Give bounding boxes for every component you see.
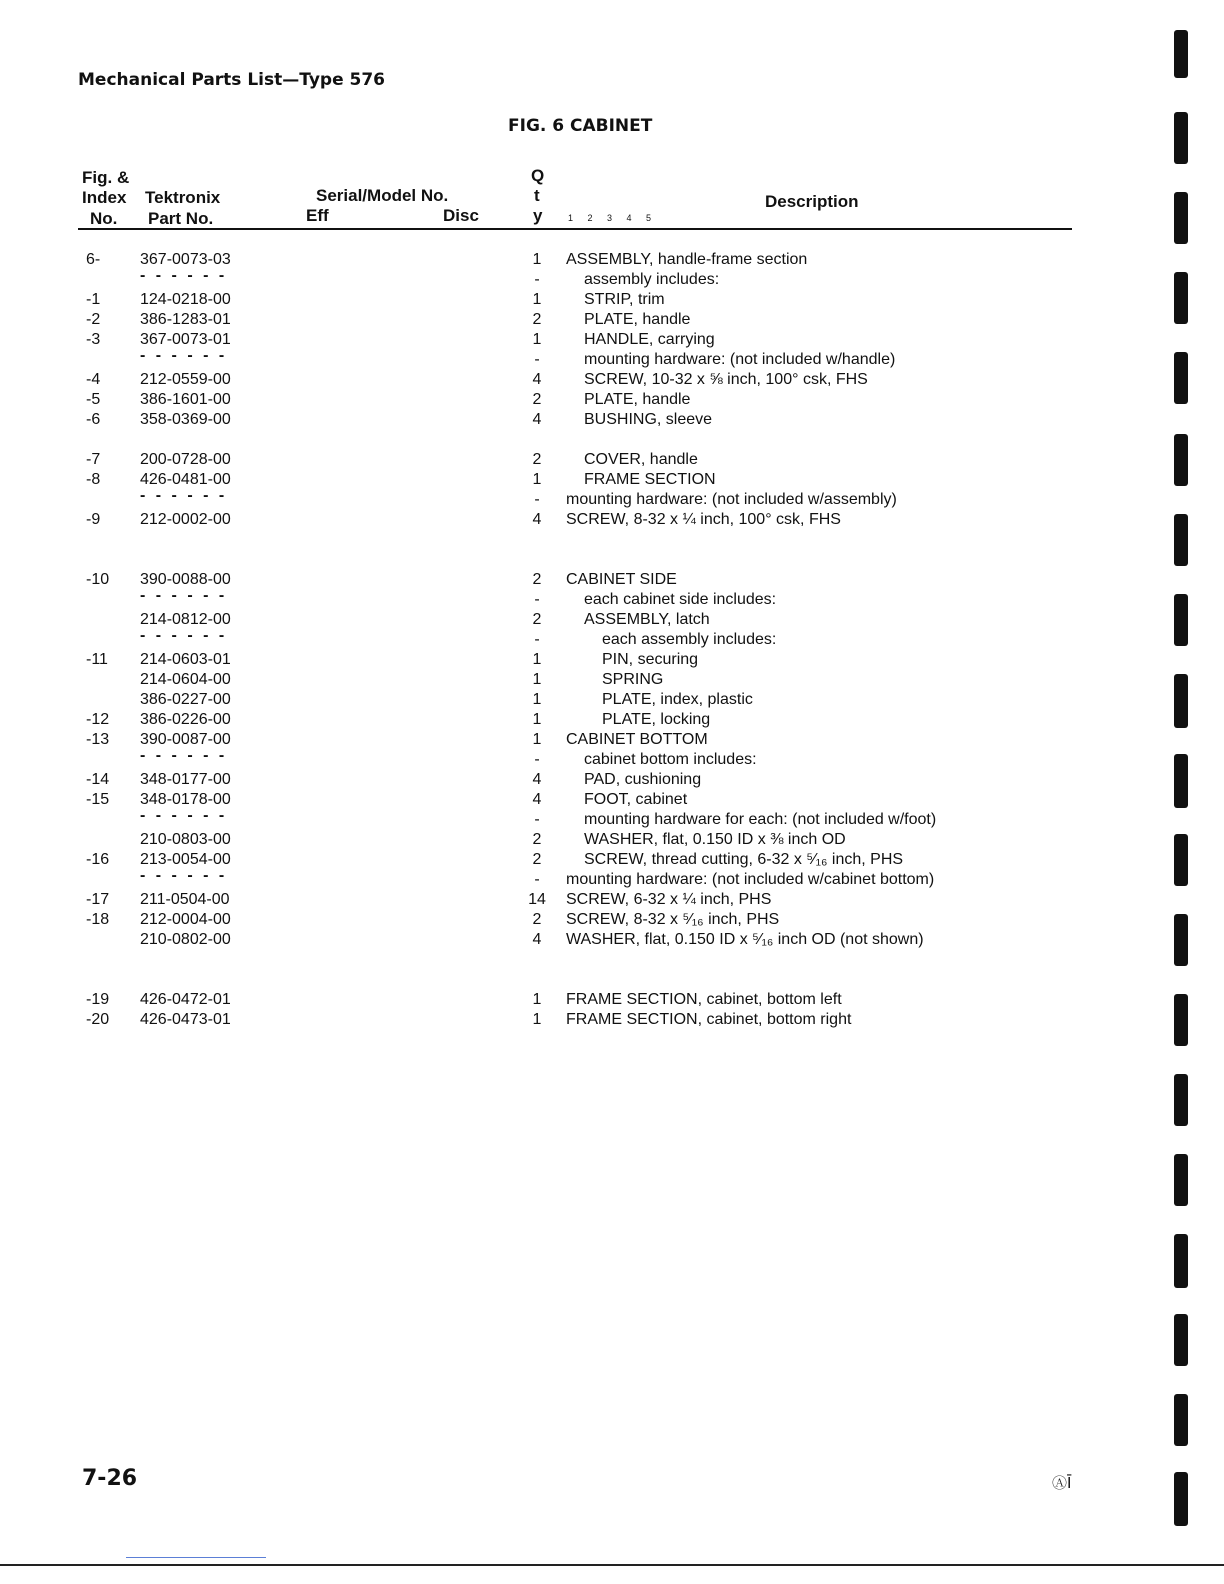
row-description: PLATE, handle [584,311,691,328]
table-row [0,510,1224,530]
col-qty-q: Q [531,166,545,185]
row-index: -2 [86,311,101,328]
row-quantity: 1 [532,331,542,348]
row-quantity: - [534,591,540,608]
row-description: CABINET SIDE [566,571,677,588]
row-part-number: - - - - - - [140,627,228,644]
binding-mark [1174,1234,1188,1288]
row-description: ASSEMBLY, handle-frame section [566,251,808,268]
row-quantity: - [534,871,540,888]
row-description: FRAME SECTION [584,471,716,488]
table-row [0,670,1224,690]
row-quantity: 1 [532,651,542,668]
binding-mark [1174,754,1188,808]
row-quantity: 4 [532,371,542,388]
row-index: -6 [86,411,101,428]
row-part-number: 213-0054-00 [140,851,231,868]
row-index: -12 [86,711,110,728]
row-part-number: 200-0728-00 [140,451,231,468]
row-index: -4 [86,371,101,388]
row-index: -10 [86,571,110,588]
binding-mark [1174,914,1188,966]
col-fig: Fig. & [82,168,130,187]
row-index: -9 [86,511,101,528]
row-part-number: 367-0073-03 [140,251,231,268]
row-index: -11 [86,651,108,668]
row-quantity: 1 [532,251,542,268]
table-row [0,890,1224,910]
col-description: Description [765,192,859,211]
row-description: PIN, securing [602,651,699,668]
row-quantity: - [534,751,540,768]
row-quantity: 14 [528,891,546,908]
table-row [0,1010,1224,1030]
row-quantity: 1 [532,291,542,308]
row-description: FOOT, cabinet [584,791,688,808]
binding-mark [1174,1472,1188,1526]
col-no: No. [90,209,118,228]
table-row [0,690,1224,710]
row-part-number: 358-0369-00 [140,411,231,428]
row-description: HANDLE, carrying [584,331,715,348]
row-quantity: 1 [532,691,542,708]
row-description: SCREW, 8-32 x ⁵⁄₁₆ inch, PHS [566,911,780,928]
table-row [0,410,1224,430]
binding-mark [1174,1394,1188,1446]
row-description: COVER, handle [584,451,698,468]
row-description: mounting hardware: (not included w/cabinet bottom) [566,871,935,888]
header-rule [78,228,1072,230]
table-row [0,370,1224,390]
row-description: PLATE, index, plastic [602,691,753,708]
row-part-number: 386-0227-00 [140,691,231,708]
row-index: -7 [86,451,101,468]
row-description: SCREW, thread cutting, 6-32 x ⁵⁄₁₆ inch, PHS [584,851,904,868]
row-part-number: 210-0803-00 [140,831,231,848]
row-description: FRAME SECTION, cabinet, bottom right [566,1011,852,1028]
row-description: BUSHING, sleeve [584,411,713,428]
table-row [0,650,1224,670]
table-row [0,807,1224,830]
row-quantity: 1 [532,471,542,488]
table-row [0,450,1224,470]
figure-title: FIG. 6 CABINET [508,116,653,136]
table-row [0,770,1224,790]
row-description: each cabinet side includes: [584,591,777,608]
page-edge-line [0,1564,1224,1566]
row-description: assembly includes: [584,271,720,288]
row-part-number: 390-0088-00 [140,571,231,588]
row-part-number: 390-0087-00 [140,731,231,748]
row-index: -20 [86,1011,110,1028]
col-index: Index [82,188,127,207]
table-row [0,747,1224,770]
row-quantity: 2 [532,611,542,628]
table-row [0,310,1224,330]
table-row [0,867,1224,890]
table-row [0,910,1224,930]
row-description: WASHER, flat, 0.150 ID x ⅜ inch OD [584,831,846,848]
row-part-number: - - - - - - [140,267,228,284]
row-description: FRAME SECTION, cabinet, bottom left [566,991,842,1008]
binding-mark [1174,674,1188,728]
row-description: mounting hardware: (not included w/assembly) [566,491,897,508]
row-quantity: 1 [532,731,542,748]
row-index: -16 [86,851,110,868]
row-quantity: 2 [532,831,542,848]
col-indent-levels: 1 2 3 4 5 [568,213,658,223]
table-row [0,267,1224,290]
row-quantity: 1 [532,711,542,728]
row-description: PLATE, handle [584,391,691,408]
row-part-number: 124-0218-00 [140,291,231,308]
row-quantity: 4 [532,791,542,808]
binding-mark [1174,434,1188,486]
row-part-number: - - - - - - [140,747,228,764]
row-quantity: 4 [532,771,542,788]
col-part-no: Part No. [148,209,214,228]
row-index: -13 [86,731,110,748]
row-quantity: 2 [532,851,542,868]
row-quantity: 2 [532,451,542,468]
col-serial-model: Serial/Model No. [316,186,449,205]
row-part-number: 212-0002-00 [140,511,231,528]
row-part-number: - - - - - - [140,347,228,364]
table-row [0,710,1224,730]
scan-artifact-line [126,1557,266,1558]
row-index: -8 [86,471,101,488]
col-eff: Eff [306,206,329,225]
col-tektronix: Tektronix [145,188,221,207]
row-quantity: 2 [532,311,542,328]
row-part-number: 426-0481-00 [140,471,231,488]
row-description: ASSEMBLY, latch [584,611,710,628]
row-quantity: 2 [532,571,542,588]
row-part-number: 367-0073-01 [140,331,231,348]
binding-mark [1174,272,1188,324]
row-quantity: - [534,351,540,368]
row-quantity: 1 [532,991,542,1008]
binding-mark [1174,352,1188,404]
binding-mark [1174,30,1188,78]
binding-mark [1174,994,1188,1046]
row-part-number: 426-0472-01 [140,991,231,1008]
row-description: WASHER, flat, 0.150 ID x ⁵⁄₁₆ inch OD (not shown) [566,931,924,948]
binding-mark [1174,594,1188,646]
binding-mark [1174,192,1188,244]
binding-mark [1174,1154,1188,1206]
table-row [0,930,1224,950]
table-row [0,390,1224,410]
binding-mark [1174,834,1188,886]
row-index: -19 [86,991,110,1008]
binding-mark [1174,1074,1188,1126]
row-index: 6- [86,251,101,268]
row-description: PLATE, locking [602,711,711,728]
row-description: STRIP, trim [584,291,665,308]
row-index: -17 [86,891,110,908]
row-description: PAD, cushioning [584,771,702,788]
row-quantity: 1 [532,671,542,688]
col-qty-y: y [533,206,543,225]
table-row [0,627,1224,650]
row-quantity: 4 [532,931,542,948]
row-quantity: 1 [532,1011,542,1028]
row-part-number: - - - - - - [140,807,228,824]
row-quantity: - [534,811,540,828]
table-row [0,347,1224,370]
row-description: SCREW, 10-32 x ⅝ inch, 100° csk, FHS [584,371,868,388]
row-part-number: - - - - - - [140,587,228,604]
row-quantity: 4 [532,511,542,528]
row-description: SCREW, 6-32 x ¼ inch, PHS [566,891,772,908]
col-disc: Disc [443,206,479,225]
row-description: CABINET BOTTOM [566,731,708,748]
row-part-number: 210-0802-00 [140,931,231,948]
row-part-number: 212-0004-00 [140,911,231,928]
page-number: 7-26 [82,1466,138,1491]
row-quantity: 4 [532,411,542,428]
row-index: -14 [86,771,110,788]
row-part-number: 426-0473-01 [140,1011,231,1028]
row-quantity: - [534,491,540,508]
binding-mark [1174,514,1188,566]
row-part-number: - - - - - - [140,487,228,504]
row-quantity: - [534,631,540,648]
table-row [0,290,1224,310]
row-quantity: 2 [532,391,542,408]
row-index: -18 [86,911,110,928]
table-row [0,990,1224,1010]
row-part-number: 214-0603-01 [140,651,231,668]
binding-mark [1174,112,1188,164]
row-index: -1 [86,291,101,308]
row-quantity: 2 [532,911,542,928]
row-part-number: 214-0604-00 [140,671,231,688]
table-row [0,830,1224,850]
page-header: Mechanical Parts List—Type 576 [78,70,386,90]
row-index: -3 [86,331,101,348]
col-qty-t: t [534,186,540,205]
row-part-number: 348-0177-00 [140,771,231,788]
row-description: SPRING [602,671,664,688]
row-index: -15 [86,791,110,808]
row-part-number: 386-1283-01 [140,311,231,328]
row-part-number: 386-1601-00 [140,391,231,408]
row-description: each assembly includes: [602,631,777,648]
table-row [0,587,1224,610]
table-row [0,487,1224,510]
row-part-number: 212-0559-00 [140,371,231,388]
row-part-number: 211-0504-00 [140,891,230,908]
row-description: mounting hardware for each: (not included w/foot) [584,811,937,828]
row-description: SCREW, 8-32 x ¼ inch, 100° csk, FHS [566,511,841,528]
revision-mark: ⒶĪ [1052,1474,1072,1492]
row-part-number: 348-0178-00 [140,791,231,808]
row-part-number: - - - - - - [140,867,228,884]
row-description: mounting hardware: (not included w/handle) [584,351,896,368]
binding-mark [1174,1314,1188,1366]
row-index: -5 [86,391,101,408]
row-part-number: 214-0812-00 [140,611,231,628]
row-description: cabinet bottom includes: [584,751,757,768]
row-quantity: - [534,271,540,288]
row-part-number: 386-0226-00 [140,711,231,728]
